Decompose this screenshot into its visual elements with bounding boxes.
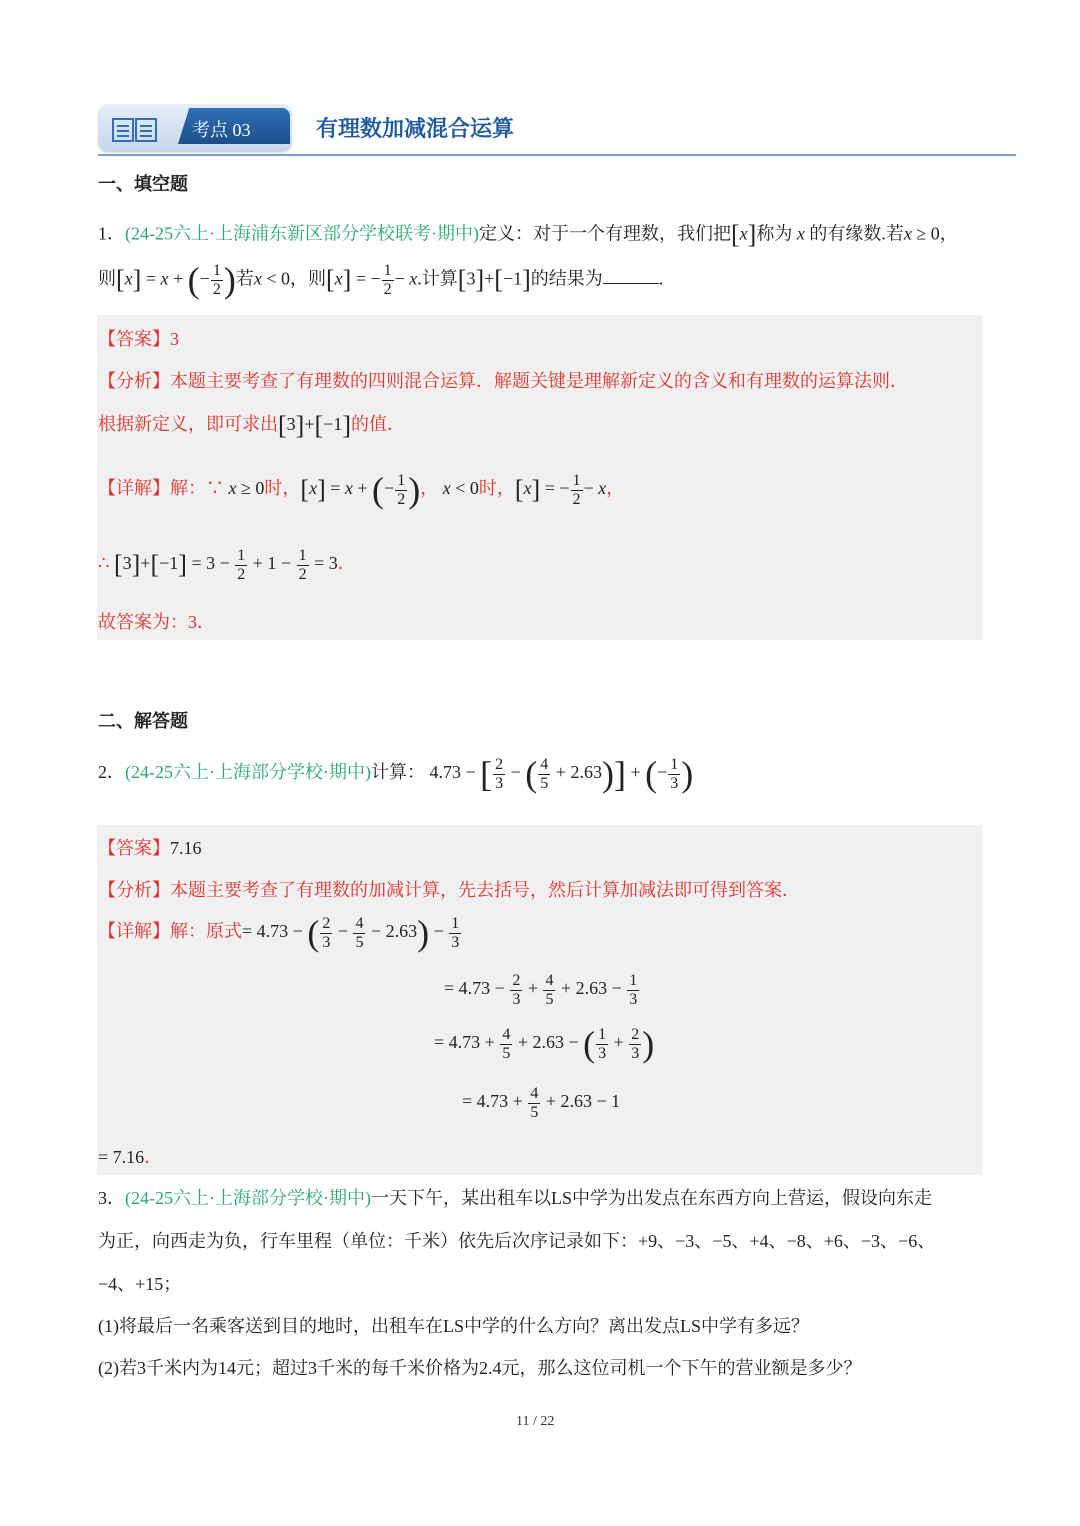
q2-analysis: 【分析】本题主要考查了有理数的加减计算，先去括号，然后计算加减法即可得到答案．	[98, 880, 800, 900]
q2-result: = 7.16．	[98, 1147, 163, 1167]
q3-source: (24-25六上·上海部分学校·期中)	[125, 1188, 371, 1208]
q1-analysis: 【分析】本题主要考查了有理数的四则混合运算．解题关键是理解新定义的含义和有理数的运算法则．	[98, 371, 908, 391]
q1-line2: 则[x] = x + (− $\frac{1}{2}$ )若x < 0，则[x] = − $\frac{1}{2}$ − x.计算[3]+[−1]的结果为 .	[98, 260, 664, 301]
q3-part1: (1)将最后一名乘客送到目的地时，出租车在LS中学的什么方向？离出发点LS中学有多远？	[98, 1316, 809, 1336]
q1-answer: 【答案】3	[98, 329, 179, 349]
q1-analysis2: 根据新定义，即可求出[3]+[−1]的值．	[98, 410, 405, 440]
q1-text2: 称为	[756, 223, 793, 244]
q1-line1: 1．(24-25六上·上海浦东新区部分学校联考·期中)定义：对于一个有理数，我们把[x]称为 x 的有缘数.若x ≥ 0，	[98, 220, 958, 249]
answer-blank	[603, 269, 659, 284]
book-icon	[112, 118, 158, 142]
q1-source: (24-25六上·上海浦东新区部分学校联考·期中)	[125, 223, 479, 244]
q1-detail: 【详解】解：∵ x ≥ 0时，[x] = x + (− $\frac{1}{2}$ )， x < 0时，[x] = − $\frac{1}{2}$ − x，	[98, 470, 625, 511]
header-divider	[98, 154, 1016, 156]
q2-step3: = 4.73 + $\frac{4}{5}$ + 2.63 − 1	[462, 1085, 621, 1121]
q2-source: (24-25六上·上海部分学校·期中)	[125, 762, 371, 783]
q1-final: 故答案为：3．	[98, 612, 215, 632]
q1-text1: 定义：对于一个有理数，我们把	[478, 223, 731, 244]
q3-part2: (2)若3千米内为14元；超过3千米的每千米价格为2.4元，那么这位司机一个下午的营业额是多少？	[98, 1358, 862, 1378]
q1-detail2: ∴ [3]+[−1] = 3 − $\frac{1}{2}$ + 1 − $\frac{1}{2}$ = 3．	[98, 547, 356, 583]
page-title: 有理数加减混合运算	[316, 116, 515, 141]
q2-line: 2．(24-25六上·上海部分学校·期中)计算： 4.73 − [ $\frac{2}{3}$ − ( $\frac{4}{5}$ + 2.63)] + (− $\frac{1}{3}$ )	[98, 754, 694, 795]
q2-answer: 【答案】7.16	[98, 838, 202, 858]
section-solve-heading: 二、解答题	[98, 711, 188, 731]
page-number: 11 / 22	[516, 1414, 555, 1429]
q1-text3: 的有缘数.若	[809, 223, 904, 244]
q3-line2: 为正，向西走为负，行车里程（单位：千米）依先后次序记录如下：+9、−3、−5、+4、−8、+6、−3、−6、	[98, 1231, 936, 1251]
q2-detail: 【详解】解：原式= 4.73 − ( $\frac{2}{3}$ − $\frac{4}{5}$ − 2.63) − $\frac{1}{3}$	[98, 913, 460, 954]
q2-step1: = 4.73 − $\frac{2}{3}$ + $\frac{4}{5}$ + 2.63 − $\frac{1}{3}$	[444, 972, 638, 1008]
q3-line1: 3．(24-25六上·上海部分学校·期中)一天下午，某出租车以LS中学为出发点在东西方向上营运，假设向东走	[98, 1188, 932, 1208]
q1-number: 1．	[98, 223, 125, 244]
q2-step2: = 4.73 + $\frac{4}{5}$ + 2.63 − ( $\frac{1}{3}$ + $\frac{2}{3}$ )	[434, 1024, 655, 1065]
section-fill-heading: 一、填空题	[98, 174, 188, 194]
topic-tab-label: 考点 03	[192, 120, 251, 140]
q3-line3: −4、+15；	[98, 1274, 182, 1294]
